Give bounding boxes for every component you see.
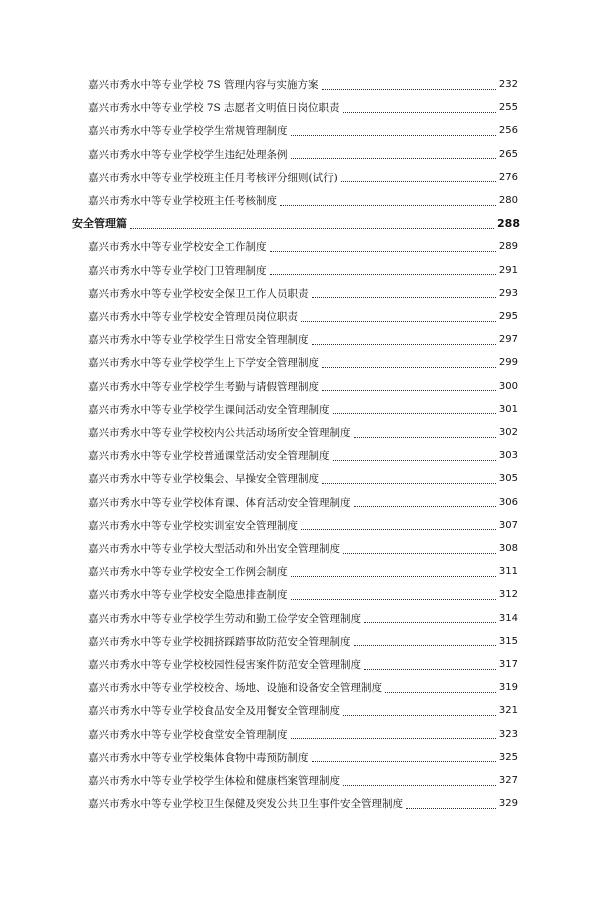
toc-entry-title: 嘉兴市秀水中等专业学校学生上下学安全管理制度 bbox=[88, 357, 319, 370]
toc-page-number: 289 bbox=[498, 241, 518, 253]
toc-page-number: 280 bbox=[498, 195, 518, 206]
toc-page-number: 314 bbox=[498, 612, 518, 624]
toc-entry[interactable] bbox=[88, 471, 518, 487]
toc-page-number: 311 bbox=[498, 566, 518, 578]
toc-entry-title: 嘉兴市秀水中等专业学校安全工作制度 bbox=[88, 241, 267, 254]
toc-dot-leader bbox=[291, 158, 496, 159]
toc-page-number: 288 bbox=[497, 217, 520, 231]
toc-entry[interactable] bbox=[88, 750, 518, 766]
toc-page-number: 295 bbox=[498, 311, 518, 322]
toc-entry-title: 嘉兴市秀水中等专业学校校内公共活动场所安全管理制度 bbox=[88, 427, 351, 439]
toc-page-number: 297 bbox=[498, 334, 518, 346]
toc-page-number: 232 bbox=[498, 79, 518, 90]
toc-dot-leader bbox=[364, 622, 496, 623]
toc-page-number: 321 bbox=[498, 705, 518, 717]
toc-entry[interactable] bbox=[88, 100, 518, 116]
toc-page-number: 306 bbox=[498, 496, 518, 508]
toc-entry[interactable] bbox=[88, 518, 518, 534]
toc-entry[interactable] bbox=[88, 680, 518, 696]
toc-dot-leader bbox=[312, 344, 496, 345]
toc-entry[interactable] bbox=[88, 170, 518, 186]
toc-entry-title: 嘉兴市秀水中等专业学校拥挤踩踏事故防范安全管理制度 bbox=[88, 635, 351, 648]
toc-page-number: 329 bbox=[498, 798, 518, 810]
toc-entry[interactable] bbox=[88, 796, 518, 812]
toc-entry[interactable] bbox=[88, 286, 518, 302]
toc-entry[interactable] bbox=[88, 402, 518, 418]
toc-entry[interactable] bbox=[88, 448, 518, 464]
toc-entry[interactable] bbox=[88, 541, 518, 557]
toc-entry-title: 嘉兴市秀水中等专业学校体育课、体育活动安全管理制度 bbox=[88, 496, 351, 509]
toc-entry-title: 嘉兴市秀水中等专业学校学生考勤与请假管理制度 bbox=[88, 380, 319, 393]
toc-entry[interactable] bbox=[88, 332, 518, 348]
toc-entry[interactable] bbox=[88, 611, 518, 627]
toc-page-number: 301 bbox=[498, 403, 518, 415]
toc-entry[interactable] bbox=[88, 263, 518, 279]
toc-page-number: 276 bbox=[498, 171, 518, 183]
toc-entry-title: 嘉兴市秀水中等专业学校校园性侵害案件防范安全管理制度 bbox=[88, 659, 361, 671]
toc-entry-title: 嘉兴市秀水中等专业学校集会、早操安全管理制度 bbox=[88, 473, 319, 486]
toc-dot-leader bbox=[322, 483, 496, 484]
toc-entry-title: 嘉兴市秀水中等专业学校安全工作例会制度 bbox=[88, 566, 288, 579]
toc-entry-title: 嘉兴市秀水中等专业学校学生日常安全管理制度 bbox=[88, 334, 309, 347]
toc-page-number: 256 bbox=[498, 125, 518, 137]
toc-dot-leader bbox=[354, 437, 496, 438]
toc-entry[interactable] bbox=[88, 355, 518, 371]
toc-dot-leader bbox=[291, 576, 496, 577]
toc-entry-title: 嘉兴市秀水中等专业学校安全管理员岗位职责 bbox=[88, 311, 298, 323]
toc-section-heading[interactable] bbox=[72, 216, 520, 232]
toc-entry-title: 嘉兴市秀水中等专业学校 7S 管理内容与实施方案 bbox=[88, 79, 319, 91]
toc-page-number: 307 bbox=[498, 519, 518, 531]
toc-dot-leader bbox=[301, 321, 496, 322]
toc-page-number: 300 bbox=[498, 380, 518, 392]
toc-entry[interactable] bbox=[88, 564, 518, 580]
toc-dot-leader bbox=[343, 715, 496, 716]
toc-entry[interactable] bbox=[88, 309, 518, 325]
toc-dot-leader bbox=[385, 692, 496, 693]
toc-entry-title: 嘉兴市秀水中等专业学校普通课堂活动安全管理制度 bbox=[88, 450, 330, 463]
toc-entry-title: 嘉兴市秀水中等专业学校集体食物中毒预防制度 bbox=[88, 751, 309, 764]
toc-entry-title: 嘉兴市秀水中等专业学校安全保卫工作人员职责 bbox=[88, 287, 309, 300]
toc-entry-title: 嘉兴市秀水中等专业学校安全隐患排查制度 bbox=[88, 589, 288, 602]
toc-entry[interactable] bbox=[88, 727, 518, 743]
toc-dot-leader bbox=[343, 112, 496, 113]
toc-page-number: 319 bbox=[498, 682, 518, 694]
toc-page-number: 255 bbox=[498, 102, 518, 114]
toc-entry[interactable] bbox=[88, 657, 518, 673]
toc-page-number: 265 bbox=[498, 148, 518, 160]
toc-entry-title: 嘉兴市秀水中等专业学校班主任月考核评分细则(试行) bbox=[88, 171, 338, 184]
toc-dot-leader bbox=[291, 135, 496, 136]
toc-entry-title: 嘉兴市秀水中等专业学校食品安全及用餐安全管理制度 bbox=[88, 705, 340, 718]
toc-dot-leader bbox=[291, 738, 496, 739]
toc-dot-leader bbox=[333, 460, 496, 461]
toc-page-number: 317 bbox=[498, 659, 518, 670]
toc-dot-leader bbox=[406, 808, 496, 809]
toc-entry[interactable] bbox=[88, 379, 518, 395]
toc-entry-title: 嘉兴市秀水中等专业学校学生课间活动安全管理制度 bbox=[88, 403, 330, 416]
toc-page-number: 308 bbox=[498, 543, 518, 554]
toc-dot-leader bbox=[341, 181, 496, 182]
toc-entry[interactable] bbox=[88, 193, 518, 209]
toc-page-number: 303 bbox=[498, 450, 518, 462]
toc-dot-leader bbox=[343, 553, 496, 554]
toc-entry-title: 嘉兴市秀水中等专业学校班主任考核制度 bbox=[88, 195, 277, 207]
toc-entry[interactable] bbox=[88, 495, 518, 511]
toc-entry[interactable] bbox=[88, 77, 518, 93]
toc-entry[interactable] bbox=[88, 123, 518, 139]
toc-entry-title: 嘉兴市秀水中等专业学校大型活动和外出安全管理制度 bbox=[88, 543, 340, 555]
toc-entry-title: 嘉兴市秀水中等专业学校学生体检和健康档案管理制度 bbox=[88, 775, 340, 787]
toc-entry-title: 嘉兴市秀水中等专业学校学生违纪处理条例 bbox=[88, 148, 288, 161]
toc-dot-leader bbox=[322, 89, 496, 90]
toc-entry[interactable] bbox=[88, 634, 518, 650]
toc-entry[interactable] bbox=[88, 587, 518, 603]
toc-entry-title: 嘉兴市秀水中等专业学校校舍、场地、设施和设备安全管理制度 bbox=[88, 682, 382, 695]
toc-dot-leader bbox=[322, 367, 496, 368]
toc-dot-leader bbox=[301, 529, 496, 530]
toc-dot-leader bbox=[270, 251, 496, 252]
toc-page-number: 293 bbox=[498, 287, 518, 299]
toc-entry[interactable] bbox=[88, 773, 518, 789]
toc-entry[interactable] bbox=[88, 425, 518, 441]
toc-dot-leader bbox=[130, 228, 494, 229]
toc-page-number: 325 bbox=[498, 751, 518, 763]
toc-dot-leader bbox=[312, 761, 496, 762]
toc-dot-leader bbox=[343, 785, 496, 786]
toc-dot-leader bbox=[280, 205, 496, 206]
toc-entry-title: 嘉兴市秀水中等专业学校实训室安全管理制度 bbox=[88, 519, 298, 532]
toc-dot-leader bbox=[354, 506, 496, 507]
toc-entry-title: 嘉兴市秀水中等专业学校门卫管理制度 bbox=[88, 264, 267, 277]
toc-dot-leader bbox=[312, 297, 496, 298]
toc-page-number: 305 bbox=[498, 473, 518, 485]
toc-dot-leader bbox=[270, 274, 496, 275]
toc-page-number: 327 bbox=[498, 775, 518, 786]
toc-entry[interactable] bbox=[88, 703, 518, 719]
toc-page-number: 315 bbox=[498, 635, 518, 647]
toc-entry-title: 嘉兴市秀水中等专业学校卫生保健及突发公共卫生事件安全管理制度 bbox=[88, 798, 403, 811]
toc-entry-title: 嘉兴市秀水中等专业学校学生劳动和勤工俭学安全管理制度 bbox=[88, 612, 361, 625]
toc-page-number: 299 bbox=[498, 357, 518, 369]
toc-dot-leader bbox=[291, 599, 496, 600]
toc-dot-leader bbox=[354, 645, 496, 646]
toc-entry-title: 嘉兴市秀水中等专业学校食堂安全管理制度 bbox=[88, 728, 288, 741]
toc-page-number: 312 bbox=[498, 589, 518, 601]
toc-entry[interactable] bbox=[88, 239, 518, 255]
toc-entry-title: 嘉兴市秀水中等专业学校 7S 志愿者文明值日岗位职责 bbox=[88, 102, 340, 115]
toc-page-number: 302 bbox=[498, 427, 518, 438]
toc-entry-title: 嘉兴市秀水中等专业学校学生常规管理制度 bbox=[88, 125, 288, 138]
toc-dot-leader bbox=[364, 669, 496, 670]
toc-page-number: 291 bbox=[498, 264, 518, 276]
toc-entry-title: 安全管理篇 bbox=[72, 217, 127, 231]
toc-dot-leader bbox=[322, 390, 496, 391]
toc-page-number: 323 bbox=[498, 728, 518, 740]
toc-dot-leader bbox=[333, 413, 496, 414]
toc-entry[interactable] bbox=[88, 147, 518, 163]
